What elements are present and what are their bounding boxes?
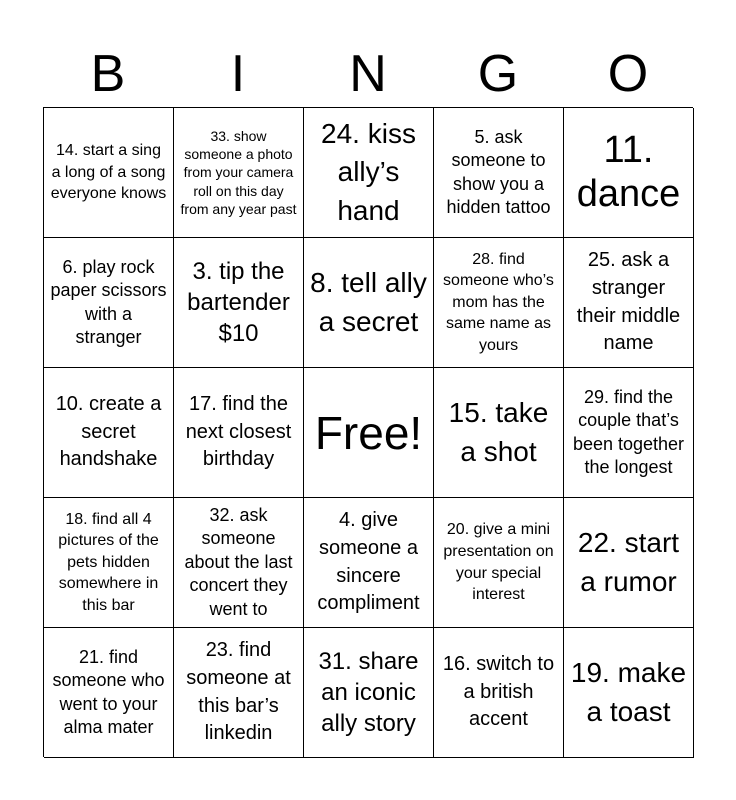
cell-text: 31. share an iconic ally story [318, 647, 419, 738]
header-letter-o: O [607, 45, 649, 103]
bingo-cell[interactable] [44, 498, 174, 628]
bingo-cell[interactable] [564, 628, 694, 758]
cell-text: 28. find someone who’s mom has the same name as yours [443, 250, 554, 354]
cell-text: 19. make a toast [570, 656, 687, 727]
bingo-cell[interactable] [174, 108, 304, 238]
cell-text: 16. switch to a british accent [442, 653, 555, 731]
cell-text: 24. kiss ally’s hand [321, 117, 416, 226]
header-letter-g: G [477, 45, 519, 103]
bingo-header [43, 42, 693, 106]
bingo-cell[interactable] [304, 628, 434, 758]
cell-text: 29. find the couple that’s been together the longest [572, 386, 685, 477]
bingo-cell[interactable] [174, 628, 304, 758]
cell-text: 22. start a rumor [577, 526, 680, 597]
bingo-cell[interactable] [174, 368, 304, 498]
cell-text: 20. give a mini presentation on your special interest [443, 521, 554, 604]
cell-text: 21. find someone who went to your alma mater [52, 646, 165, 737]
bingo-cell[interactable] [564, 368, 694, 498]
bingo-cell[interactable] [44, 238, 174, 368]
bingo-cell[interactable] [304, 108, 434, 238]
cell-text: 23. find someone at this bar’s linkedin [186, 639, 291, 745]
cell-text: 4. give someone a sincere compliment [317, 509, 420, 615]
cell-text: 5. ask someone to show you a hidden tattoo [446, 126, 551, 217]
bingo-cell[interactable] [44, 108, 174, 238]
cell-text: 15. take a shot [448, 396, 549, 467]
cell-text: 8. tell ally a secret [310, 266, 427, 337]
bingo-cell[interactable] [304, 238, 434, 368]
free-space-cell[interactable] [304, 368, 434, 498]
bingo-cell[interactable] [434, 628, 564, 758]
bingo-cell[interactable] [174, 238, 304, 368]
cell-text: 14. start a sing a long of a song everyone knows [50, 142, 167, 203]
bingo-cell[interactable] [434, 498, 564, 628]
cell-text: 3. tip the bartender $10 [187, 257, 290, 348]
bingo-cell[interactable] [44, 628, 174, 758]
cell-text: 25. ask a stranger their middle name [576, 249, 681, 355]
cell-text: 10. create a secret handshake [55, 393, 162, 471]
header-letter-n: N [349, 45, 387, 103]
bingo-cell[interactable] [434, 108, 564, 238]
bingo-cell[interactable] [304, 498, 434, 628]
cell-text: 17. find the next closest birthday [185, 393, 292, 471]
header-letter-b: B [90, 45, 126, 103]
cell-text: 33. show someone a photo from your camera roll on this day from any year past [180, 128, 297, 217]
cell-text: 32. ask someone about the last concert they went to [184, 505, 293, 619]
bingo-cell[interactable] [564, 498, 694, 628]
bingo-cell[interactable] [434, 238, 564, 368]
bingo-cell[interactable] [434, 368, 564, 498]
bingo-cell[interactable] [564, 108, 694, 238]
bingo-board [43, 107, 693, 757]
bingo-cell[interactable] [564, 238, 694, 368]
cell-text: 11. dance [576, 128, 681, 215]
bingo-cell[interactable] [174, 498, 304, 628]
free-space-text: Free! [314, 406, 423, 459]
header-letter-i: I [230, 45, 246, 103]
bingo-cell[interactable] [44, 368, 174, 498]
cell-text: 6. play rock paper scissors with a stranger [50, 256, 167, 347]
cell-text: 18. find all 4 pictures of the pets hidden somewhere in this bar [58, 510, 159, 614]
